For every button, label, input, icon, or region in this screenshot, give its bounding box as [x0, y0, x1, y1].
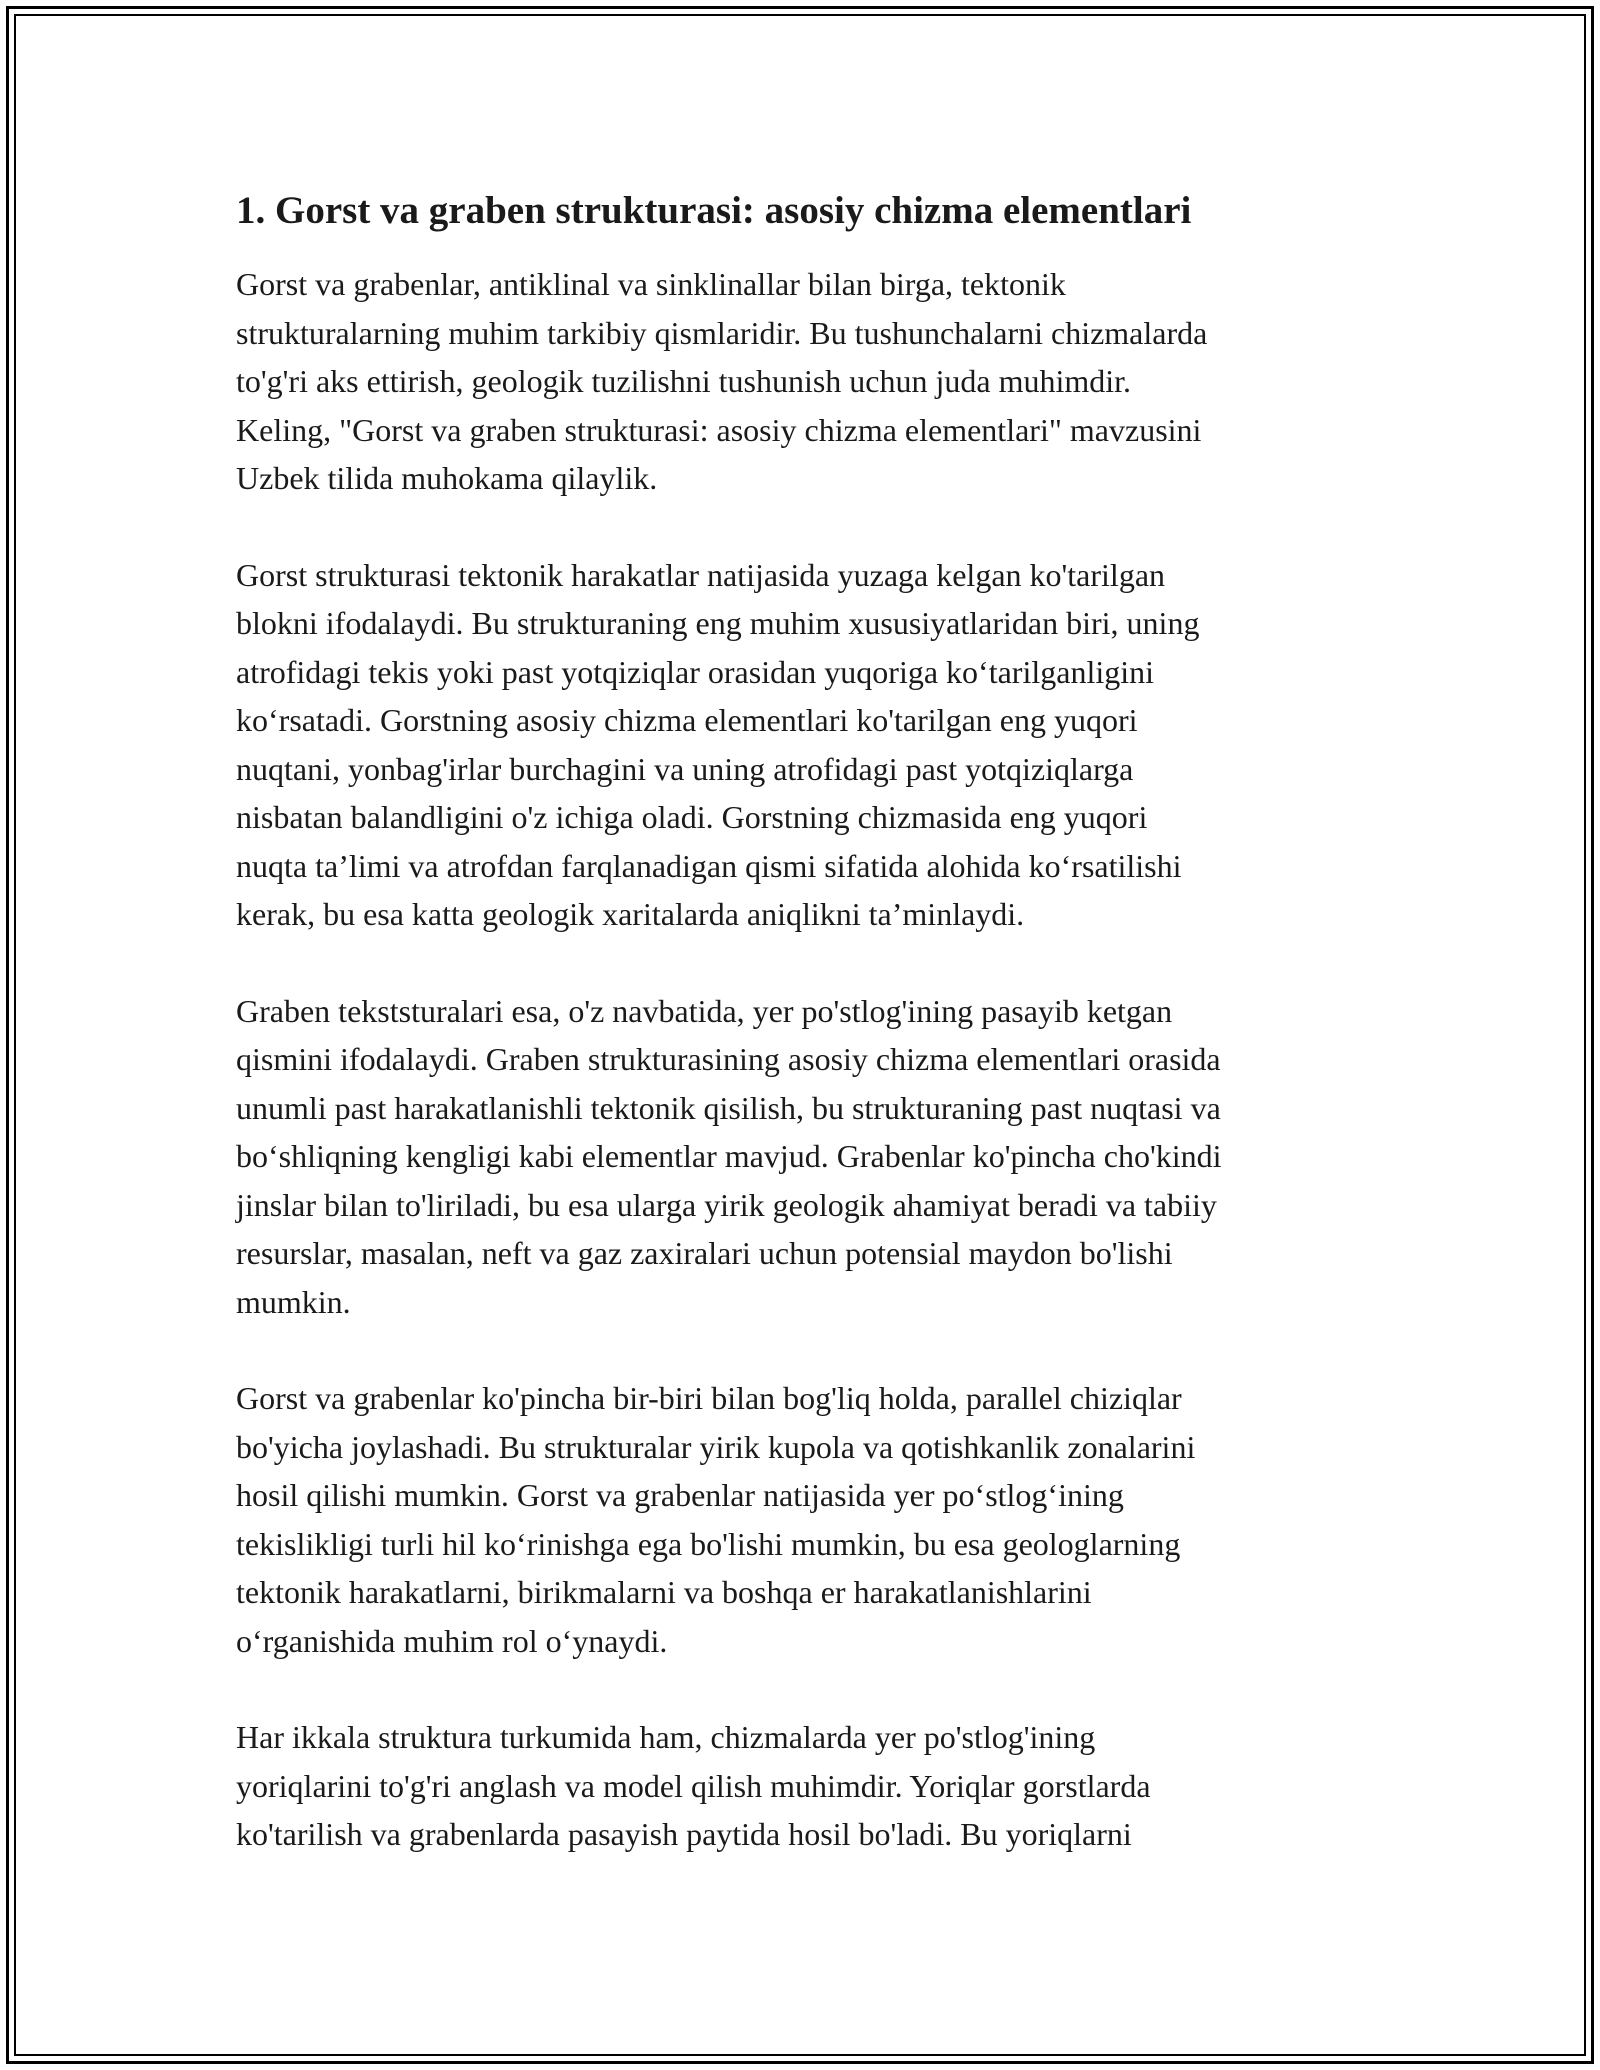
document-title: 1. Gorst va graben strukturasi: asosiy chizma elementlari	[236, 189, 1192, 232]
document-body	[236, 186, 1366, 1907]
paragraph-relationship: Gorst va grabenlar ko'pincha bir-biri bilan bog'liq holda, parallel chiziqlar bo'yicha joylashadi. Bu strukturalar yirik kupola va qotishkanlik zonalarini hosil qilishi mumkin. Gorst va grabenlar natijasida yer po‘stlog‘ining tekislikligi turli hil ko‘rinishga ega bo'lishi mumkin, bu esa geologlarning tektonik harakatlarni, birikmalarni va boshqa er harakatlanishlarini o‘rganishida muhim rol o‘ynaydi.	[236, 1380, 1196, 1659]
paragraph-faults: Har ikkala struktura turkumida ham, chizmalarda yer po'stlog'ining yoriqlarini to'g'ri anglash va model qilish muhimdir. Yoriqlar gorstlarda ko'tarilish va grabenlarda pasayish paytida hosil bo'ladi. Bu yoriqlarni	[236, 1719, 1151, 1852]
paragraph-graben: Graben tekststuralari esa, o'z navbatida, yer po'stlog'ining pasayib ketgan qismini ifodalaydi. Graben strukturasining asosiy chizma elementlari orasida unumli past harakatlanishli tektonik qisilish, bu strukturaning past nuqtasi va bo‘shliqning kengligi kabi elementlar mavjud. Grabenlar ko'pincha cho'kindi jinslar bilan to'liriladi, bu esa ularga yirik geologik ahamiyat beradi va tabiiy resurslar, masalan, neft va gaz zaxiralari uchun potensial maydon bo'lishi mumkin.	[236, 992, 1222, 1320]
paragraph-gorst: Gorst strukturasi tektonik harakatlar natijasida yuzaga kelgan ko'tarilgan blokni ifodalaydi. Bu strukturaning eng muhim xususiyatlaridan biri, uning atrofidagi tekis yoki past yotqiziqlar orasidan yuqoriga ko‘tarilganligini ko‘rsatadi. Gorstning asosiy chizma elementlari ko'tarilgan eng yuqori nuqtani, yonbag'irlar burchagini va uning atrofidagi past yotqiziqlarga nisbatan balandligini o'z ichiga oladi. Gorstning chizmasida eng yuqori nuqta ta’limi va atrofdan farqlanadigan qismi sifatida alohida ko‘rsatilishi kerak, bu esa katta geologik xaritalarda aniqlikni ta’minlaydi.	[236, 556, 1200, 932]
paragraph-intro: Gorst va grabenlar, antiklinal va sinklinallar bilan birga, tektonik strukturalarning muhim tarkibiy qismlaridir. Bu tushunchalarni chizmalarda to'g'ri aks ettirish, geologik tuzilishni tushunish uchun juda muhimdir. Keling, "Gorst va graben strukturasi: asosiy chizma elementlari" mavzusini Uzbek tilida muhokama qilaylik.	[236, 266, 1208, 496]
